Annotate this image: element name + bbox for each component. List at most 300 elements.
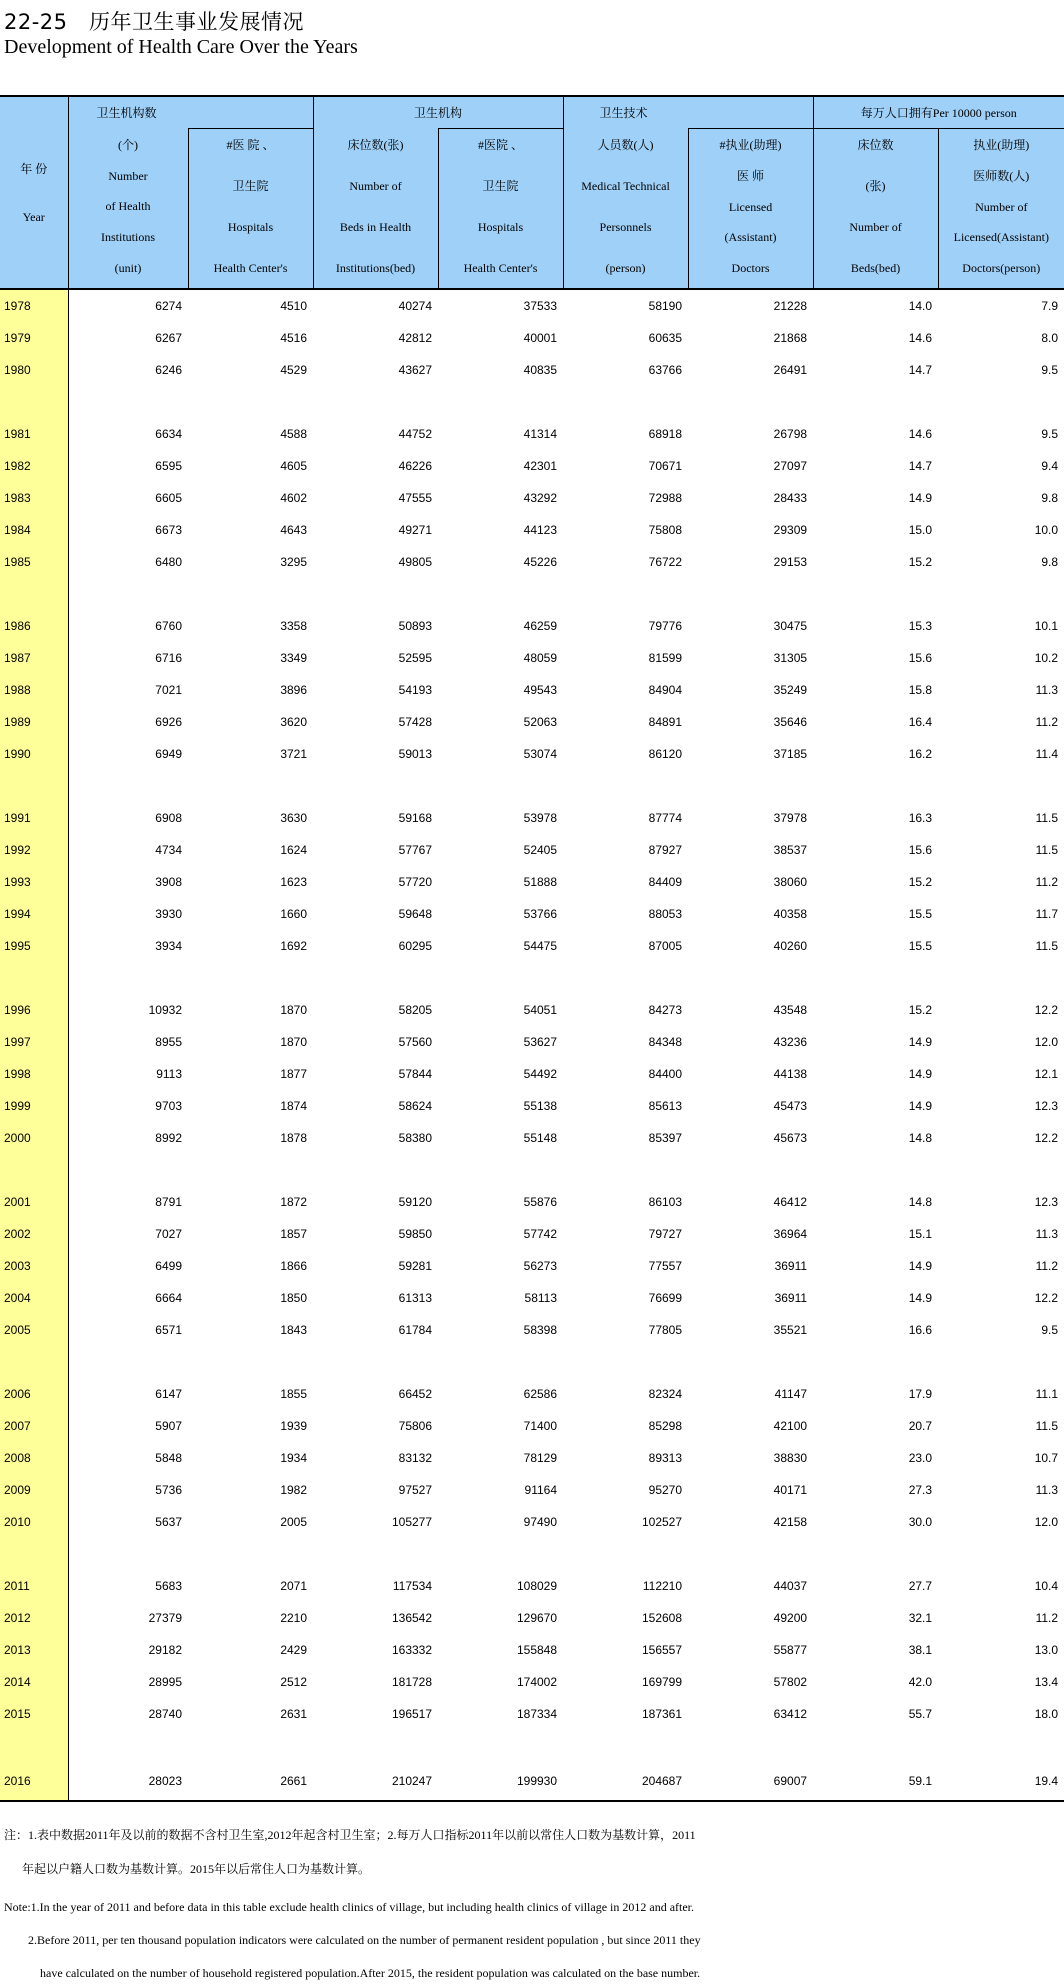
note-en-line1: Note:1.In the year of 2011 and before data in this table exclude health clinics of village, but including health clinics of village in 2012 and after.	[4, 1900, 695, 1914]
value-cell: 46412	[773, 1195, 808, 1209]
value-cell: 15.3	[908, 619, 933, 633]
value-cell: 3295	[280, 555, 308, 569]
value-cell: 75806	[398, 1419, 433, 1433]
value-cell: 84273	[648, 1003, 683, 1017]
value-cell: 129670	[516, 1611, 558, 1625]
spacer-cell	[688, 1730, 813, 1762]
spacer-cell	[68, 386, 188, 418]
value-cell: 58380	[398, 1131, 433, 1145]
col7-line2: (张)	[865, 179, 886, 193]
spacer-year-cell	[0, 386, 68, 418]
spacer-cell	[563, 386, 688, 418]
spacer-cell	[813, 1538, 938, 1570]
value-cell: 1623	[280, 875, 308, 889]
year-cell: 2007	[0, 1410, 68, 1442]
value-cell: 35521	[773, 1323, 808, 1337]
year-cell: 2003	[0, 1250, 68, 1282]
value-cell: 57742	[523, 1227, 558, 1241]
value-cell: 59168	[398, 811, 433, 825]
value-cell: 86103	[648, 1195, 683, 1209]
value-cell: 52405	[523, 843, 558, 857]
spacer-cell	[68, 770, 188, 802]
spacer-cell	[688, 770, 813, 802]
year-cell: 1997	[0, 1026, 68, 1058]
value-cell: 70671	[648, 459, 683, 473]
table-row	[0, 1026, 1064, 1058]
col-header-beds	[313, 129, 438, 290]
value-cell: 2071	[280, 1579, 308, 1593]
year-cell: 1990	[0, 738, 68, 770]
value-cell: 59648	[398, 907, 433, 921]
col-header-licensed-doctors	[688, 129, 813, 290]
value-cell: 11.5	[1035, 939, 1059, 953]
spacer-cell	[688, 962, 813, 994]
value-cell: 14.9	[908, 1035, 933, 1049]
value-cell: 6595	[155, 459, 182, 473]
value-cell: 60635	[648, 331, 683, 345]
value-cell: 49805	[398, 555, 433, 569]
value-cell: 1624	[280, 843, 308, 857]
spacer-cell	[688, 1154, 813, 1186]
value-cell: 29182	[148, 1643, 182, 1657]
spacer-cell	[68, 962, 188, 994]
value-cell: 38.1	[908, 1643, 933, 1657]
table-row	[0, 1570, 1064, 1602]
value-cell: 1939	[280, 1419, 308, 1433]
year-cell: 2006	[0, 1378, 68, 1410]
value-cell: 3721	[280, 747, 308, 761]
value-cell: 10.7	[1034, 1451, 1059, 1465]
value-cell: 10932	[148, 1003, 182, 1017]
value-cell: 4516	[280, 331, 308, 345]
spacer-year-cell	[0, 962, 68, 994]
value-cell: 15.2	[908, 555, 933, 569]
value-cell: 48059	[523, 651, 558, 665]
value-cell: 12.0	[1034, 1035, 1059, 1049]
table-row	[0, 1250, 1064, 1282]
value-cell: 77805	[648, 1323, 683, 1337]
spacer-year-cell	[0, 578, 68, 610]
year-cell: 2004	[0, 1282, 68, 1314]
value-cell: 40835	[523, 363, 558, 377]
spacer-cell	[938, 1346, 1064, 1378]
value-cell: 11.4	[1035, 747, 1059, 761]
spacer-cell	[813, 1730, 938, 1762]
value-cell: 52063	[523, 715, 558, 729]
value-cell: 1692	[280, 939, 308, 953]
value-cell: 3934	[155, 939, 182, 953]
year-cell: 1995	[0, 930, 68, 962]
value-cell: 4643	[280, 523, 308, 537]
year-cell: 2015	[0, 1698, 68, 1730]
value-cell: 15.6	[908, 843, 933, 857]
value-cell: 77557	[648, 1259, 683, 1273]
value-cell: 45473	[773, 1099, 808, 1113]
value-cell: 42301	[523, 459, 558, 473]
col7-line4: Beds(bed)	[850, 261, 901, 275]
value-cell: 15.2	[908, 1003, 933, 1017]
value-cell: 13.0	[1034, 1643, 1059, 1657]
table-row	[0, 1762, 1064, 1801]
value-cell: 9703	[155, 1099, 182, 1113]
value-cell: 58190	[648, 299, 683, 313]
col2-line3: Hospitals	[227, 220, 274, 234]
value-cell: 52595	[398, 651, 433, 665]
col6-line2: 医 师	[737, 168, 765, 183]
spacer-cell	[813, 578, 938, 610]
value-cell: 2429	[280, 1643, 308, 1657]
table-row	[0, 450, 1064, 482]
spacer-row	[0, 1730, 1064, 1762]
spacer-cell	[188, 1154, 313, 1186]
value-cell: 63412	[773, 1707, 808, 1721]
spacer-cell	[188, 1346, 313, 1378]
value-cell: 27.3	[908, 1483, 933, 1497]
value-cell: 41314	[523, 427, 558, 441]
value-cell: 5637	[155, 1515, 182, 1529]
value-cell: 40358	[773, 907, 808, 921]
value-cell: 136542	[391, 1611, 433, 1625]
value-cell: 87774	[648, 811, 683, 825]
value-cell: 6908	[155, 811, 182, 825]
value-cell: 89313	[648, 1451, 683, 1465]
col1-line1: (个)	[118, 137, 138, 152]
table-row	[0, 834, 1064, 866]
spacer-year-cell	[0, 1154, 68, 1186]
value-cell: 29309	[773, 523, 808, 537]
value-cell: 58113	[524, 1291, 558, 1305]
spacer-cell	[938, 962, 1064, 994]
year-cell: 1985	[0, 546, 68, 578]
value-cell: 4529	[280, 363, 308, 377]
value-cell: 59.1	[813, 1762, 938, 1801]
value-cell: 43236	[773, 1035, 808, 1049]
value-cell: 55138	[523, 1099, 558, 1113]
value-cell: 53766	[523, 907, 558, 921]
value-cell: 5736	[155, 1483, 182, 1497]
value-cell: 6926	[155, 715, 182, 729]
value-cell: 30475	[773, 619, 808, 633]
note-cn-line2: 年起以户籍人口数为基数计算。2015年以后常住人口为基数计算。	[22, 1862, 371, 1876]
value-cell: 1855	[280, 1387, 308, 1401]
table-row	[0, 898, 1064, 930]
value-cell: 9.8	[1041, 555, 1059, 569]
spacer-cell	[563, 1346, 688, 1378]
table-row	[0, 642, 1064, 674]
spacer-cell	[438, 962, 563, 994]
spacer-cell	[688, 1538, 813, 1570]
health-care-table	[0, 95, 1064, 1802]
value-cell: 35646	[773, 715, 808, 729]
value-cell: 14.7	[908, 363, 933, 377]
value-cell: 11.5	[1035, 843, 1059, 857]
value-cell: 44037	[773, 1579, 808, 1593]
spacer-cell	[313, 1154, 438, 1186]
value-cell: 58624	[398, 1099, 433, 1113]
spacer-cell	[188, 962, 313, 994]
value-cell: 85613	[648, 1099, 683, 1113]
spacer-cell	[438, 1538, 563, 1570]
col7-line3: Number of	[849, 220, 902, 234]
spacer-cell	[438, 1730, 563, 1762]
value-cell: 3896	[280, 683, 308, 697]
value-cell: 163332	[391, 1643, 433, 1657]
year-cell: 1981	[0, 418, 68, 450]
value-cell: 210247	[313, 1762, 438, 1801]
year-cell: 1991	[0, 802, 68, 834]
value-cell: 5848	[155, 1451, 182, 1465]
value-cell: 81599	[648, 651, 683, 665]
group-header-institutions: 卫生机构数	[68, 96, 313, 129]
value-cell: 49200	[773, 1611, 808, 1625]
value-cell: 61784	[398, 1323, 433, 1337]
value-cell: 11.5	[1035, 811, 1059, 825]
value-cell: 46226	[398, 459, 433, 473]
value-cell: 53627	[523, 1035, 558, 1049]
year-cell: 1999	[0, 1090, 68, 1122]
spacer-cell	[188, 578, 313, 610]
table-row	[0, 289, 1064, 322]
year-cell: 1987	[0, 642, 68, 674]
table-row	[0, 802, 1064, 834]
value-cell: 42158	[773, 1515, 808, 1529]
value-cell: 20.7	[908, 1419, 933, 1433]
value-cell: 9.8	[1041, 491, 1059, 505]
value-cell: 3908	[155, 875, 182, 889]
value-cell: 4588	[280, 427, 308, 441]
year-cell: 2016	[0, 1762, 68, 1801]
value-cell: 38830	[773, 1451, 808, 1465]
spacer-cell	[313, 1538, 438, 1570]
value-cell: 44123	[523, 523, 558, 537]
col3-line1: 床位数(张)	[347, 137, 404, 152]
spacer-year-cell	[0, 1730, 68, 1762]
value-cell: 14.8	[908, 1195, 933, 1209]
value-cell: 59120	[398, 1195, 433, 1209]
value-cell: 28433	[773, 491, 808, 505]
spacer-cell	[688, 1346, 813, 1378]
value-cell: 15.2	[908, 875, 933, 889]
value-cell: 51888	[523, 875, 558, 889]
value-cell: 40274	[398, 299, 433, 313]
col2-line4: Health Center's	[213, 261, 288, 275]
value-cell: 6246	[155, 363, 182, 377]
value-cell: 14.6	[908, 331, 933, 345]
table-row	[0, 1410, 1064, 1442]
value-cell: 42100	[773, 1419, 808, 1433]
value-cell: 29153	[773, 555, 808, 569]
year-cell: 1994	[0, 898, 68, 930]
value-cell: 10.2	[1034, 651, 1059, 665]
spacer-cell	[313, 770, 438, 802]
table-row	[0, 482, 1064, 514]
note-en-line2: 2.Before 2011, per ten thousand population indicators were calculated on the number of permanent resident population , but since 2011 they	[28, 1933, 701, 1947]
year-cell: 2008	[0, 1442, 68, 1474]
spacer-cell	[813, 962, 938, 994]
value-cell: 76722	[648, 555, 683, 569]
value-cell: 11.2	[1035, 715, 1059, 729]
col3-line2: Number of	[349, 178, 402, 193]
value-cell: 95270	[648, 1483, 683, 1497]
value-cell: 6673	[155, 523, 182, 537]
table-row	[0, 1186, 1064, 1218]
col-header-institutions	[68, 129, 188, 290]
spacer-year-cell	[0, 770, 68, 802]
value-cell: 72988	[648, 491, 683, 505]
spacer-cell	[938, 1538, 1064, 1570]
value-cell: 14.0	[908, 299, 933, 313]
value-cell: 11.3	[1035, 1227, 1059, 1241]
table-row	[0, 866, 1064, 898]
value-cell: 57767	[398, 843, 433, 857]
spacer-cell	[438, 770, 563, 802]
value-cell: 17.9	[908, 1387, 933, 1401]
value-cell: 58398	[523, 1323, 558, 1337]
value-cell: 32.1	[908, 1611, 933, 1625]
spacer-cell	[938, 1730, 1064, 1762]
year-cell: 2000	[0, 1122, 68, 1154]
value-cell: 4510	[280, 299, 308, 313]
value-cell: 117534	[392, 1579, 433, 1593]
col3-line3: Beds in Health	[339, 219, 412, 234]
value-cell: 40001	[523, 331, 558, 345]
year-cell: 2013	[0, 1634, 68, 1666]
col5-line3: Personnels	[599, 219, 652, 234]
value-cell: 78129	[523, 1451, 558, 1465]
value-cell: 6949	[155, 747, 182, 761]
spacer-cell	[68, 1154, 188, 1186]
value-cell: 28995	[148, 1675, 182, 1689]
spacer-cell	[563, 962, 688, 994]
value-cell: 6267	[155, 331, 182, 345]
value-cell: 6480	[155, 555, 182, 569]
value-cell: 41147	[774, 1387, 808, 1401]
value-cell: 1660	[280, 907, 308, 921]
value-cell: 11.2	[1035, 875, 1059, 889]
value-cell: 14.9	[908, 491, 933, 505]
col-header-hospitals	[188, 129, 313, 290]
value-cell: 105277	[391, 1515, 433, 1529]
value-cell: 1866	[280, 1259, 308, 1273]
col6-line5: Doctors	[731, 261, 770, 275]
table-row	[0, 514, 1064, 546]
value-cell: 55148	[523, 1131, 558, 1145]
value-cell: 79727	[648, 1227, 683, 1241]
value-cell: 187361	[641, 1707, 683, 1721]
value-cell: 44752	[398, 427, 433, 441]
value-cell: 84891	[648, 715, 683, 729]
value-cell: 6634	[155, 427, 182, 441]
spacer-cell	[313, 386, 438, 418]
value-cell: 2631	[280, 1707, 308, 1721]
value-cell: 31305	[773, 651, 808, 665]
table-row	[0, 1282, 1064, 1314]
value-cell: 88053	[648, 907, 683, 921]
table-row	[0, 1122, 1064, 1154]
value-cell: 1857	[280, 1227, 308, 1241]
col1-line3: of Health	[105, 199, 151, 214]
table-row	[0, 1218, 1064, 1250]
group-header-per-10000: 每万人口拥有Per 10000 person	[813, 96, 1064, 129]
value-cell: 21868	[773, 331, 808, 345]
table-row	[0, 1634, 1064, 1666]
value-cell: 54475	[523, 939, 558, 953]
year-cell: 1998	[0, 1058, 68, 1090]
value-cell: 40260	[773, 939, 808, 953]
value-cell: 3630	[280, 811, 308, 825]
value-cell: 15.8	[908, 683, 933, 697]
col6-line1: #执业(助理)	[719, 138, 782, 152]
value-cell: 8955	[155, 1035, 182, 1049]
value-cell: 59850	[398, 1227, 433, 1241]
value-cell: 204687	[563, 1762, 688, 1801]
spacer-cell	[813, 1154, 938, 1186]
value-cell: 37978	[773, 811, 808, 825]
value-cell: 45673	[773, 1131, 808, 1145]
year-cell: 1980	[0, 354, 68, 386]
value-cell: 12.3	[1034, 1195, 1059, 1209]
year-cell: 1992	[0, 834, 68, 866]
col-header-beds-per-10000	[813, 129, 938, 290]
value-cell: 14.8	[908, 1131, 933, 1145]
year-cell: 1983	[0, 482, 68, 514]
col8-line3: Number of	[975, 199, 1028, 214]
value-cell: 42812	[398, 331, 433, 345]
value-cell: 36911	[774, 1259, 808, 1273]
value-cell: 15.0	[908, 523, 933, 537]
value-cell: 53074	[523, 747, 558, 761]
value-cell: 1843	[280, 1323, 308, 1337]
spacer-cell	[563, 770, 688, 802]
col7-line1: 床位数	[857, 138, 894, 152]
value-cell: 155848	[516, 1643, 558, 1657]
spacer-cell	[563, 1730, 688, 1762]
value-cell: 9113	[156, 1067, 182, 1081]
group-header-beds: 卫生机构	[313, 96, 563, 129]
value-cell: 83132	[398, 1451, 433, 1465]
value-cell: 87005	[648, 939, 683, 953]
value-cell: 16.2	[908, 747, 933, 761]
value-cell: 7027	[155, 1227, 182, 1241]
col-header-doctors-per-10000	[938, 129, 1064, 290]
spacer-cell	[938, 1154, 1064, 1186]
value-cell: 27097	[773, 459, 808, 473]
value-cell: 8992	[155, 1131, 182, 1145]
spacer-cell	[813, 386, 938, 418]
value-cell: 11.5	[1035, 1419, 1059, 1433]
value-cell: 47555	[398, 491, 433, 505]
value-cell: 76699	[648, 1291, 683, 1305]
value-cell: 57428	[398, 715, 433, 729]
value-cell: 2512	[280, 1675, 308, 1689]
value-cell: 13.4	[1034, 1675, 1059, 1689]
value-cell: 26798	[773, 427, 808, 441]
col-header-personnel	[563, 129, 688, 290]
value-cell: 86120	[648, 747, 683, 761]
spacer-row	[0, 1538, 1064, 1570]
value-cell: 27.7	[908, 1579, 933, 1593]
note-en-line3: have calculated on the number of household registered population.After 2015, the resident population was calculated on the base number.	[40, 1966, 701, 1980]
spacer-row	[0, 770, 1064, 802]
table-row	[0, 706, 1064, 738]
value-cell: 69007	[688, 1762, 813, 1801]
value-cell: 84400	[648, 1067, 683, 1081]
value-cell: 16.3	[908, 811, 933, 825]
value-cell: 59281	[398, 1259, 433, 1273]
value-cell: 49271	[398, 523, 433, 537]
col5-line4: (person)	[605, 260, 646, 275]
value-cell: 1850	[280, 1291, 308, 1305]
